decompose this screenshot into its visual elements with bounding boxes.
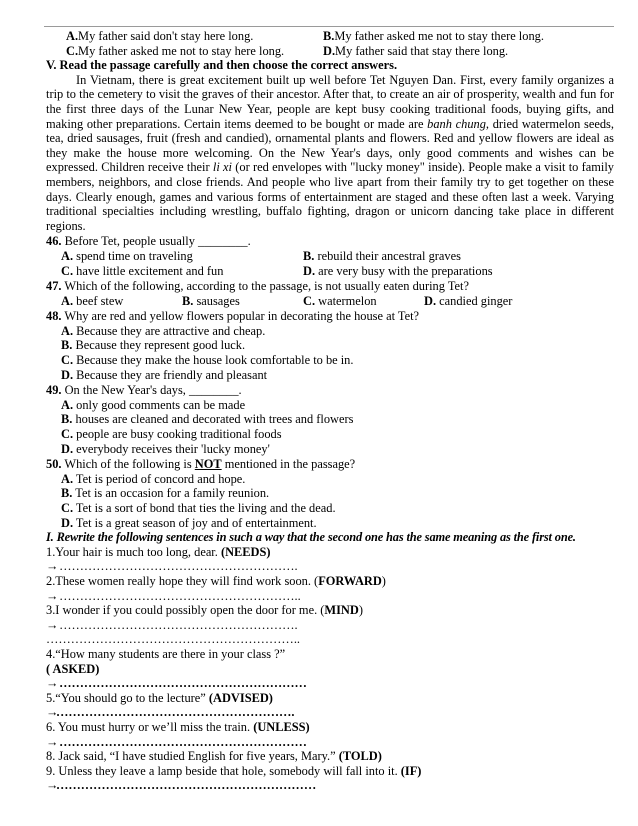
- answer-line-6: → ……………………………………………………: [46, 734, 307, 749]
- q45-option-b: B.My father asked me not to stay there long.: [323, 29, 544, 43]
- answer-line-3-cont: ……………………………………………………..: [46, 632, 301, 647]
- arrow-icon: →: [46, 778, 59, 793]
- q50-stem: 50. Which of the following is NOT mentioned in the passage?: [46, 457, 356, 472]
- section-i-heading: I. Rewrite the following sentences in such a way that the second one has the same meaning as the first one.: [46, 530, 576, 545]
- q45-options-row-2: [46, 44, 614, 59]
- q49-stem: 49. On the New Year's days, ________.: [46, 383, 242, 398]
- q50-option-a: A. Tet is period of concord and hope.: [61, 471, 246, 486]
- answer-line-9: →………………………………………………………: [46, 778, 317, 793]
- q50-option-d: D. Tet is a great season of joy and of entertainment.: [61, 515, 317, 530]
- section-v-heading: V. Read the passage carefully and then choose the correct answers.: [46, 58, 398, 73]
- q46-option-d: D. are very busy with the preparations: [303, 263, 493, 278]
- q46-stem: 46. Before Tet, people usually ________.: [46, 234, 251, 249]
- reading-passage: In Vietnam, there is great excitement built up well before Tet Nguyen Dan. First, every family organizes a trip to the cemetery to visit the graves of their ancestor. After that, to create an air of prosperity, wealth and fun for the first three days of the Lunar New Year, people are kept busy cooking traditional foods, buying gifts, and making other preparations. Certain items deemed to be bought or made are banh chung, dried watermelon seeds, tea, dried sausages, fruit (fresh and candied), ornamental plants and flowers. Red and yellow flowers are ideal as they make the house more welcoming. On the New Year's days, only good comments and wishes can be expressed. Children receive their li xi (or red envelopes with "lucky money" inside). People make a visit to family members, neighbors, and close friends. And people who live apart from their family try to get together on these days. Clearly enough, games and various forms of entertainment are staged and these often last a week. Varying traditional specialties including wrestling, buffalo fighting, dragon or unicorn dancing take place in different regions.: [46, 72, 614, 233]
- q47-option-a: A. beef stew: [61, 293, 124, 308]
- sentence-6: 6. You must hurry or we’ll miss the train. (UNLESS): [46, 719, 310, 734]
- answer-line-3: → ………………………………………………….: [46, 617, 298, 632]
- q49-option-c: C. people are busy cooking traditional foods: [61, 427, 282, 442]
- q47-options-row: [46, 294, 614, 309]
- q48-option-d: D. Because they are friendly and pleasant: [61, 367, 268, 382]
- arrow-icon: →: [46, 559, 59, 574]
- sentence-2: 2.These women really hope they will find work soon. (FORWARD): [46, 573, 386, 588]
- q47-option-b: B. sausages: [182, 293, 240, 308]
- q45-options-row-1: [46, 29, 614, 44]
- arrow-icon: →: [46, 676, 59, 691]
- q49-option-d: D. everybody receives their 'lucky money': [61, 441, 270, 456]
- arrow-icon: →: [46, 617, 59, 632]
- q46-options-row-2: [46, 264, 614, 279]
- q47-stem: 47. Which of the following, according to the passage, is not usually eaten during Tet?: [46, 279, 469, 294]
- q49-option-b: B. houses are cleaned and decorated with trees and flowers: [61, 412, 354, 427]
- q46-option-a: A. spend time on traveling: [61, 248, 193, 263]
- q48-stem: 48. Why are red and yellow flowers popular in decorating the house at Tet?: [46, 309, 420, 324]
- sentence-4-key: ( ASKED): [46, 661, 100, 676]
- q48-option-a: A. Because they are attractive and cheap.: [61, 323, 266, 338]
- q46-options-row-1: [46, 249, 614, 264]
- q47-option-c: C. watermelon: [303, 293, 377, 308]
- answer-line-4: → ……………………………………………………: [46, 676, 307, 691]
- answer-line-1: → ………………………………………………….: [46, 559, 298, 574]
- q45-option-c: C.My father asked me not to stay here long.: [66, 43, 285, 58]
- q49-option-a: A. only good comments can be made: [61, 397, 246, 412]
- sentence-8: 8. Jack said, “I have studied English for five years, Mary.” (TOLD): [46, 749, 382, 764]
- q48-option-b: B. Because they represent good luck.: [61, 338, 246, 353]
- document-page: [46, 29, 614, 793]
- arrow-icon: →: [46, 705, 59, 720]
- sentence-1: 1.Your hair is much too long, dear. (NEEDS): [46, 544, 271, 559]
- q48-option-c: C. Because they make the house look comfortable to be in.: [61, 353, 354, 368]
- sentence-9: 9. Unless they leave a lamp beside that hole, somebody will fall into it. (IF): [46, 763, 422, 778]
- q46-option-c: C. have little excitement and fun: [61, 263, 224, 278]
- q45-option-d: D.My father said that stay there long.: [323, 43, 509, 58]
- answer-line-5: →………………………………………………….: [46, 705, 295, 720]
- sentence-5: 5.“You should go to the lecture” (ADVISED): [46, 690, 273, 705]
- q50-option-b: B. Tet is an occasion for a family reunion.: [61, 486, 270, 501]
- arrow-icon: →: [46, 734, 59, 749]
- sentence-3: 3.I wonder if you could possibly open the door for me. (MIND): [46, 603, 363, 618]
- q50-option-c: C. Tet is a sort of bond that ties the living and the dead.: [61, 501, 336, 515]
- sentence-4: 4.“How many students are there in your class ?”: [46, 646, 286, 661]
- q46-option-b: B. rebuild their ancestral graves: [303, 248, 461, 263]
- arrow-icon: →: [46, 588, 59, 603]
- answer-line-2: → …………………………………………………..: [46, 588, 301, 603]
- q45-option-a: A.My father said don't stay here long.: [66, 29, 254, 43]
- q47-option-d: D. candied ginger: [424, 293, 513, 308]
- top-rule: [44, 26, 614, 27]
